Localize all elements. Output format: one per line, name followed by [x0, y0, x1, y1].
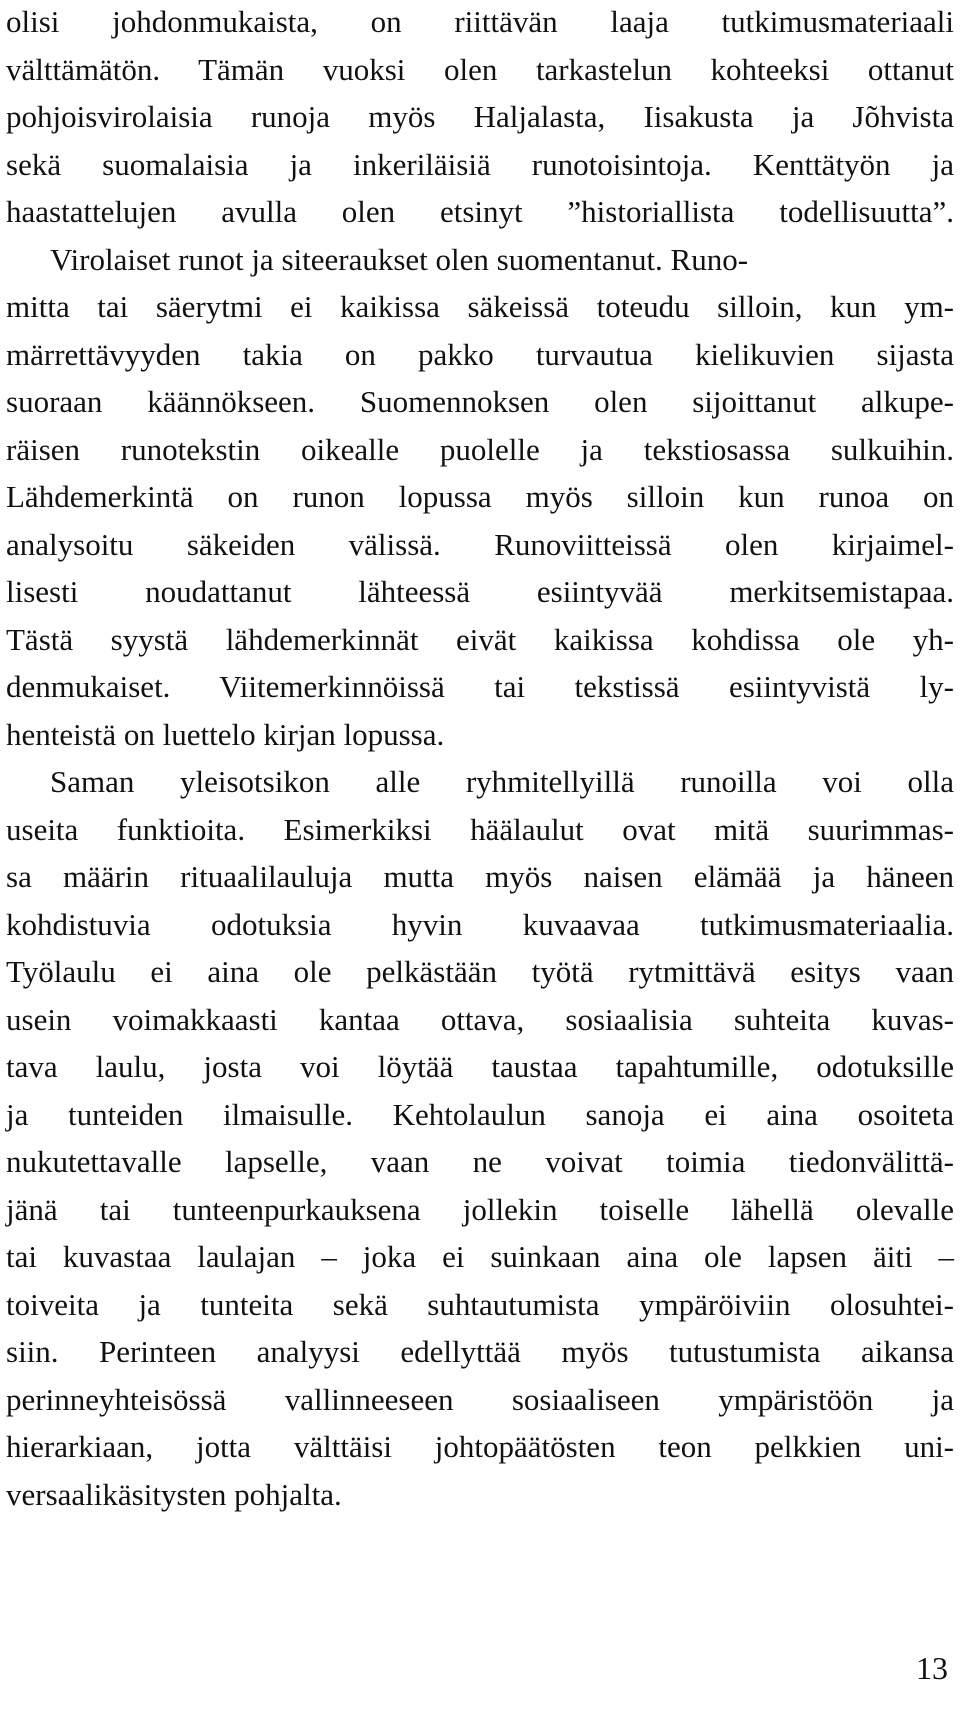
text-line: olisi johdonmukaista, on riittävän laaja tutkimusmateriaali	[6, 4, 954, 39]
text-line: Lähdemerkintä on runon lopussa myös silloin kun runoa on	[6, 479, 954, 514]
text-line: useita funktioita. Esimerkiksi häälaulut ovat mitä suurimmas-	[6, 811, 954, 847]
text-line: tai kuvastaa laulajan – joka ei suinkaan aina ole lapsen äiti –	[6, 1239, 954, 1274]
text-line: lisesti noudattanut lähteessä esiintyvää merkitsemistapaa.	[6, 574, 954, 609]
text-line: märrettävyyden takia on pakko turvautua kielikuvien sijasta	[6, 336, 954, 372]
text-line: siin. Perinteen analyysi edellyttää myös tutustumista aikansa	[6, 1334, 954, 1369]
text-line: versaalikäsitysten pohjalta.	[6, 1476, 342, 1512]
text-line: perinneyhteisössä vallinneeseen sosiaaliseen ympäristöön ja	[6, 1381, 954, 1417]
text-line: sekä suomalaisia ja inkeriläisiä runotoisintoja. Kenttätyön ja	[6, 146, 954, 182]
text-line: suoraan käännökseen. Suomennoksen olen sijoittanut alkupe-	[6, 384, 954, 419]
text-line: pohjoisvirolaisia runoja myös Haljalasta, Iisakusta ja Jõhvista	[6, 99, 954, 134]
paragraph	[6, 0, 954, 758]
text-line: jänä tai tunteenpurkauksena jollekin toiselle lähellä olevalle	[6, 1191, 954, 1227]
text-line: Työlaulu ei aina ole pelkästään työtä rytmittävä esitys vaan	[6, 954, 954, 989]
text-line: henteistä on luettelo kirjan lopussa.	[6, 716, 445, 752]
text-line: mitta tai säerytmi ei kaikissa säkeissä toteudu silloin, kun ym-	[6, 289, 954, 324]
paragraph	[6, 758, 954, 1518]
text-line: toiveita ja tunteita sekä suhtautumista ympäröiviin olosuhtei-	[6, 1286, 954, 1322]
page-number: 13	[916, 1650, 948, 1686]
text-line: haastattelujen avulla olen etsinyt ”historiallista todellisuutta”.	[6, 194, 954, 229]
text-line: sa määrin rituaalilauluja mutta myös naisen elämää ja häneen	[6, 859, 954, 894]
body-text	[6, 0, 954, 1518]
text-line: Saman yleisotsikon alle ryhmitellyillä runoilla voi olla	[50, 764, 954, 799]
text-line: denmukaiset. Viitemerkinnöissä tai tekstissä esiintyvistä ly-	[6, 669, 954, 704]
text-line: Tästä syystä lähdemerkinnät eivät kaikissa kohdissa ole yh-	[6, 621, 954, 657]
text-line: Virolaiset runot ja siteeraukset olen suomentanut. Runo-	[50, 241, 749, 277]
text-line: räisen runotekstin oikealle puolelle ja tekstiosassa sulkuihin.	[6, 431, 954, 467]
text-line: välttämätön. Tämän vuoksi olen tarkastelun kohteeksi ottanut	[6, 51, 954, 87]
text-line: usein voimakkaasti kantaa ottava, sosiaalisia suhteita kuvas-	[6, 1001, 954, 1037]
text-line: analysoitu säkeiden välissä. Runoviitteissä olen kirjaimel-	[6, 526, 954, 562]
text-line: ja tunteiden ilmaisulle. Kehtolaulun sanoja ei aina osoiteta	[6, 1096, 954, 1132]
text-line: tava laulu, josta voi löytää taustaa tapahtumille, odotuksille	[6, 1049, 954, 1084]
text-line: nukutettavalle lapselle, vaan ne voivat toimia tiedonvälittä-	[6, 1144, 954, 1179]
text-line: hierarkiaan, jotta välttäisi johtopäätösten teon pelkkien uni-	[6, 1429, 954, 1464]
text-line: kohdistuvia odotuksia hyvin kuvaavaa tutkimusmateriaalia.	[6, 906, 954, 942]
